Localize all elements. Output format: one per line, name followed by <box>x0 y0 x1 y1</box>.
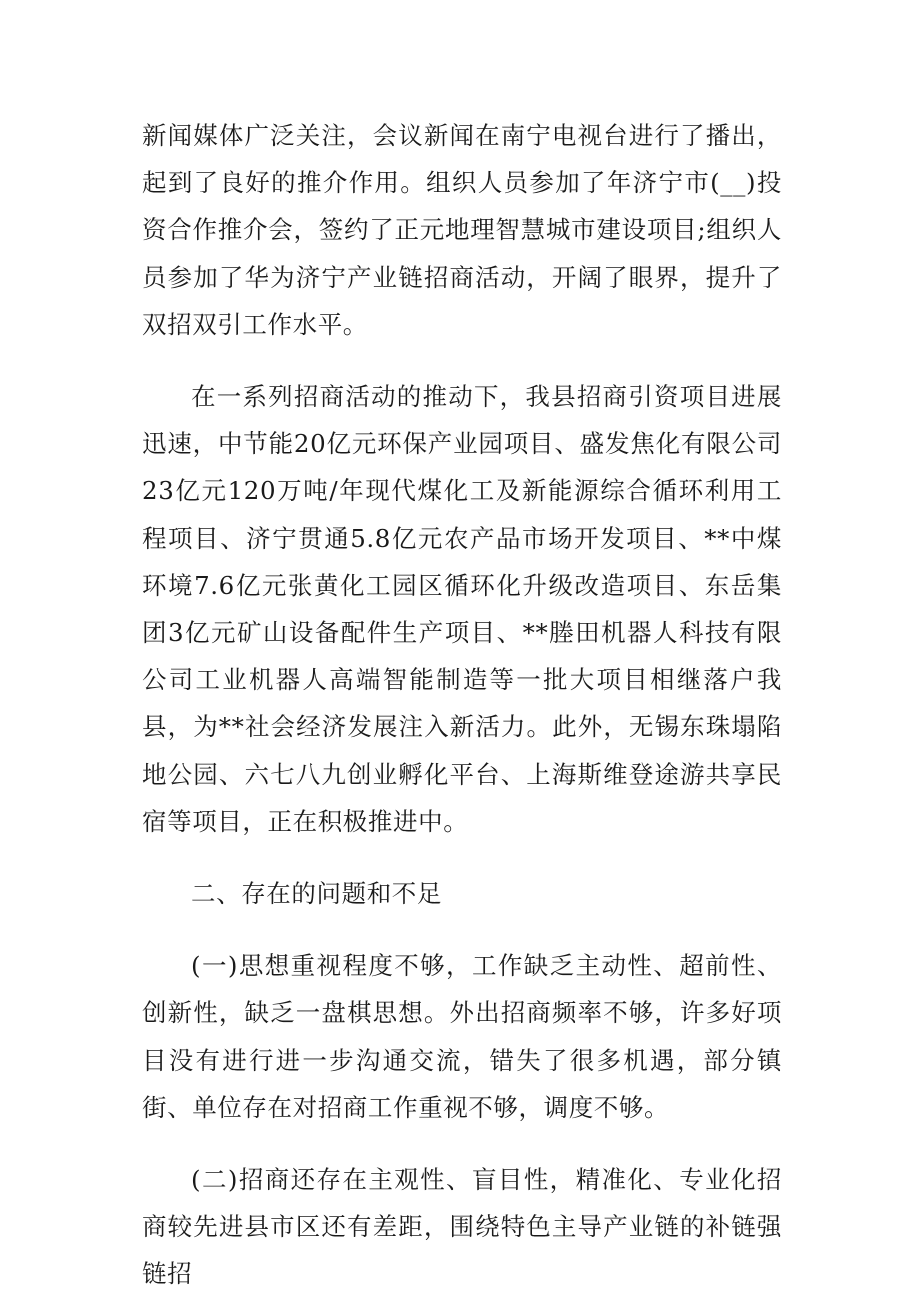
paragraph-problem-one: (一)思想重视程度不够，工作缺乏主动性、超前性、创新性，缺乏一盘棋思想。外出招商频率不够，许多好项目没有进行进一步沟通交流，错失了很多机遇，部分镇街、单位存在对招商工作重视不够，调度不够。 <box>142 951 782 1122</box>
section-heading-problems: 二、存在的问题和不足 <box>191 879 442 909</box>
paragraph-problem-two: (二)招商还存在主观性、盲目性，精准化、专业化招商较先进县市区还有差距，围绕特色主导产业链的补链强链招 <box>142 1165 782 1289</box>
paragraph-promotion-activities: 新闻媒体广泛关注，会议新闻在南宁电视台进行了播出，起到了良好的推介作用。组织人员参加了年济宁市(__)投资合作推介会，签约了正元地理智慧城市建设项目;组织人员参加了华为济宁产业链招商活动，开阔了眼界，提升了双招双引工作水平。 <box>142 121 782 339</box>
document-body <box>142 112 782 1298</box>
paragraph-project-progress: 在一系列招商活动的推动下，我县招商引资项目进展迅速，中节能20亿元环保产业园项目、盛发焦化有限公司23亿元120万吨/年现代煤化工及新能源综合循环利用工程项目、济宁贯通5.8亿元农产品市场开发项目、**中煤环境7.6亿元张黄化工园区循环化升级改造项目、东岳集团3亿元矿山设备配件生产项目、**塍田机器人科技有限公司工业机器人高端智能制造等一批大项目相继落户我县，为**社会经济发展注入新活力。此外，无锡东珠塌陷地公园、六七八九创业孵化平台、上海斯维登途游共享民宿等项目，正在积极推进中。 <box>142 382 782 836</box>
